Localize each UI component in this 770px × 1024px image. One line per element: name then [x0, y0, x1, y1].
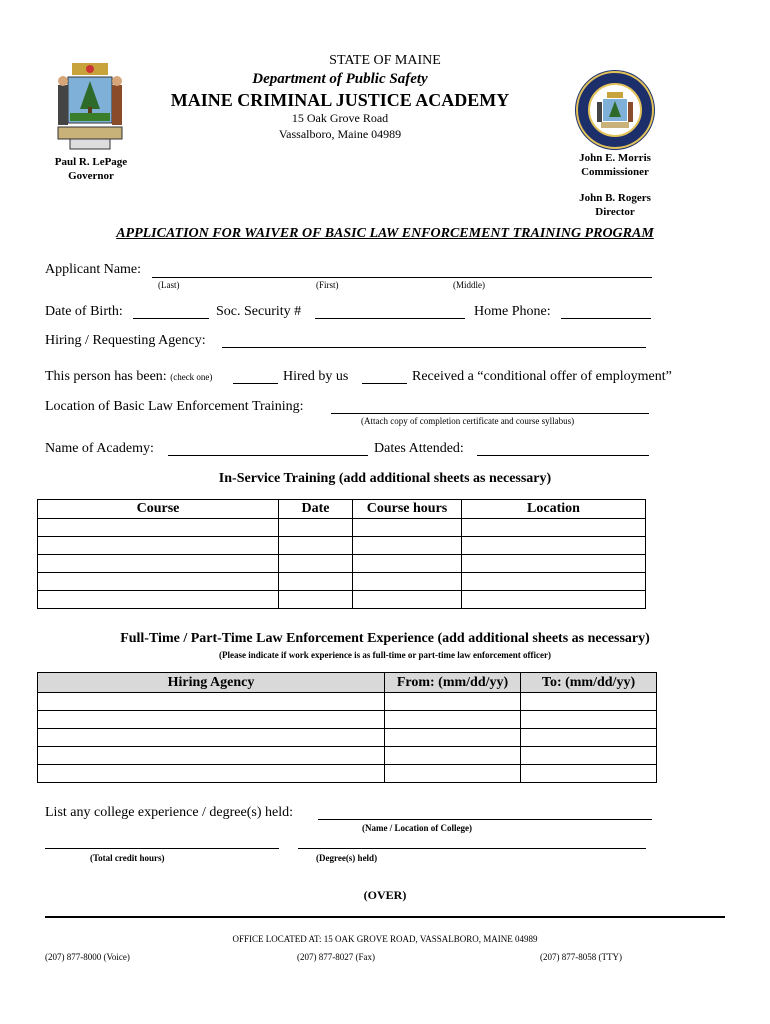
table-row[interactable] — [38, 537, 646, 555]
cell[interactable] — [521, 711, 657, 729]
college-label: List any college experience / degree(s) held: — [45, 805, 293, 820]
cell[interactable] — [521, 693, 657, 711]
cell[interactable] — [279, 519, 353, 537]
cell[interactable] — [279, 555, 353, 573]
cell[interactable] — [38, 537, 279, 555]
table-row[interactable] — [38, 519, 646, 537]
conditional-offer-label: Received a “conditional offer of employment” — [412, 369, 672, 384]
table-row[interactable] — [38, 591, 646, 609]
governor-name: Paul R. LePage — [54, 156, 128, 168]
cell[interactable] — [38, 747, 385, 765]
cell[interactable] — [353, 519, 462, 537]
dob-field[interactable] — [133, 304, 209, 319]
dates-attended-label: Dates Attended: — [374, 441, 464, 456]
cell[interactable] — [279, 591, 353, 609]
academy-heading: MAINE CRIMINAL JUSTICE ACADEMY — [170, 90, 510, 110]
cell[interactable] — [462, 537, 646, 555]
cell[interactable] — [279, 537, 353, 555]
col-from: From: (mm/dd/yy) — [385, 673, 521, 693]
table-row[interactable] — [38, 555, 646, 573]
cell[interactable] — [385, 693, 521, 711]
cell[interactable] — [462, 555, 646, 573]
col-location: Location — [462, 500, 646, 519]
experience-note: (Please indicate if work experience is as full-time or part-time law enforcement officer) — [218, 650, 552, 660]
col-to: To: (mm/dd/yy) — [521, 673, 657, 693]
address-line-2: Vassalboro, Maine 04989 — [278, 127, 402, 141]
person-been-text: This person has been: — [45, 369, 167, 384]
commissioner-title: Commissioner — [581, 166, 649, 178]
state-heading: STATE OF MAINE — [329, 53, 441, 68]
ssn-label: Soc. Security # — [216, 304, 302, 319]
dob-label: Date of Birth: — [45, 304, 123, 319]
table-row[interactable] — [38, 747, 657, 765]
total-credit-caption: (Total credit hours) — [90, 853, 165, 863]
cell[interactable] — [38, 729, 385, 747]
cell[interactable] — [385, 765, 521, 783]
cell[interactable] — [353, 573, 462, 591]
cell[interactable] — [353, 537, 462, 555]
applicant-name-field[interactable] — [152, 263, 652, 278]
col-course: Course — [38, 500, 279, 519]
table-row[interactable] — [38, 729, 657, 747]
phone-voice: (207) 877-8000 (Voice) — [45, 952, 130, 962]
table-row[interactable] — [38, 711, 657, 729]
college-name-caption: (Name / Location of College) — [362, 823, 472, 833]
department-heading: Department of Public Safety — [252, 71, 428, 87]
governor-title: Governor — [68, 170, 114, 182]
footer-divider — [45, 916, 725, 918]
phone-tty: (207) 877-8058 (TTY) — [540, 952, 622, 962]
cell[interactable] — [38, 555, 279, 573]
col-course-hours: Course hours — [353, 500, 462, 519]
conditional-offer-checkbox[interactable] — [362, 369, 407, 384]
college-field[interactable] — [318, 805, 652, 820]
table-row[interactable] — [38, 765, 657, 783]
over-note: (OVER) — [363, 888, 407, 902]
attach-note: (Attach copy of completion certificate and course syllabus) — [361, 416, 575, 426]
total-credit-field[interactable] — [45, 834, 279, 849]
cell[interactable] — [38, 573, 279, 591]
agency-label: Hiring / Requesting Agency: — [45, 333, 206, 348]
hired-by-us-label: Hired by us — [283, 369, 349, 384]
cell[interactable] — [38, 693, 385, 711]
experience-title: Full-Time / Part-Time Law Enforcement Experience (add additional sheets as necessary) — [120, 631, 650, 646]
experience-table — [37, 672, 657, 783]
col-hiring-agency: Hiring Agency — [38, 673, 385, 693]
director-title: Director — [595, 206, 635, 218]
cell[interactable] — [521, 747, 657, 765]
table-row[interactable] — [38, 693, 657, 711]
last-caption: (Last) — [158, 280, 180, 290]
degrees-caption: (Degree(s) held) — [316, 853, 378, 863]
inservice-title: In-Service Training (add additional sheets as necessary) — [218, 471, 552, 486]
cell[interactable] — [38, 519, 279, 537]
home-phone-label: Home Phone: — [474, 304, 551, 319]
address-line-1: 15 Oak Grove Road — [291, 111, 389, 125]
cell[interactable] — [521, 765, 657, 783]
inservice-header-row — [38, 500, 646, 519]
cell[interactable] — [462, 573, 646, 591]
cell[interactable] — [353, 591, 462, 609]
home-phone-field[interactable] — [561, 304, 651, 319]
ssn-field[interactable] — [315, 304, 465, 319]
cell[interactable] — [385, 747, 521, 765]
check-one-caption: (check one) — [170, 372, 213, 382]
commissioner-name: John E. Morris — [579, 152, 651, 164]
academy-name-label: Name of Academy: — [45, 441, 154, 456]
agency-field[interactable] — [222, 333, 646, 348]
training-location-field[interactable] — [331, 399, 649, 414]
table-row[interactable] — [38, 573, 646, 591]
applicant-name-label: Applicant Name: — [45, 262, 142, 277]
cell[interactable] — [38, 591, 279, 609]
academy-name-field[interactable] — [168, 441, 368, 456]
experience-header-row — [38, 673, 657, 693]
cell[interactable] — [385, 711, 521, 729]
training-location-label: Location of Basic Law Enforcement Training: — [45, 399, 304, 414]
director-name: John B. Rogers — [579, 192, 651, 204]
inservice-table — [37, 499, 646, 609]
cell[interactable] — [353, 555, 462, 573]
person-been-label — [45, 369, 212, 385]
first-caption: (First) — [316, 280, 339, 290]
degrees-field[interactable] — [298, 834, 646, 849]
office-address: OFFICE LOCATED AT: 15 OAK GROVE ROAD, VASSALBORO, MAINE 04989 — [232, 934, 538, 944]
middle-caption: (Middle) — [453, 280, 485, 290]
cell[interactable] — [462, 519, 646, 537]
cell[interactable] — [38, 711, 385, 729]
cell[interactable] — [521, 729, 657, 747]
cell[interactable] — [38, 765, 385, 783]
col-date: Date — [279, 500, 353, 519]
cell[interactable] — [462, 591, 646, 609]
phone-fax: (207) 877-8027 (Fax) — [297, 952, 375, 962]
cell[interactable] — [279, 573, 353, 591]
dates-attended-field[interactable] — [477, 441, 649, 456]
form-title: APPLICATION FOR WAIVER OF BASIC LAW ENFORCEMENT TRAINING PROGRAM — [116, 226, 654, 241]
cell[interactable] — [385, 729, 521, 747]
hired-by-us-checkbox[interactable] — [233, 369, 278, 384]
